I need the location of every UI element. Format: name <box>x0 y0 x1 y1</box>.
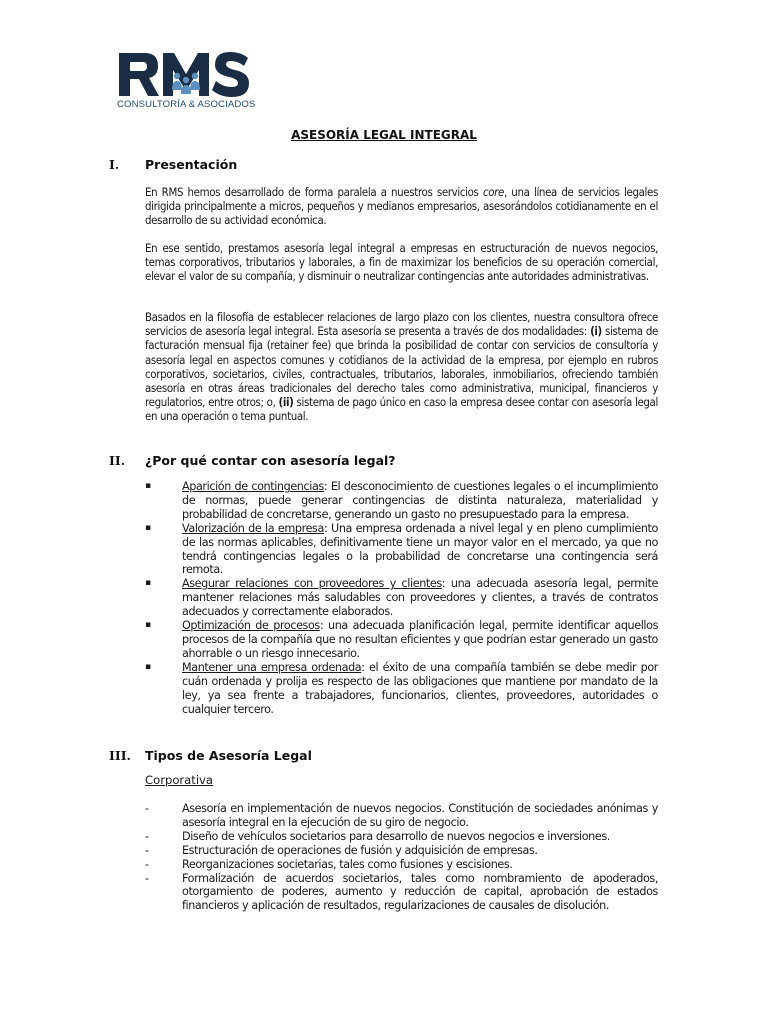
rms-logo-mark <box>117 50 252 100</box>
list-item-lead: Mantener una empresa ordenada <box>182 660 362 674</box>
dash-icon: - <box>145 843 149 857</box>
list-item-lead: Asegurar relaciones con proveedores y clientes <box>182 577 442 591</box>
text-run-bold: (ii) <box>278 395 294 410</box>
bullet-square-icon: ▪ <box>145 661 151 672</box>
text-run-bold: (i) <box>590 324 602 339</box>
section-title: Tipos de Asesoría Legal <box>145 748 312 763</box>
paragraph-intro <box>145 185 658 228</box>
benefits-list <box>145 480 658 716</box>
list-item <box>145 619 658 661</box>
list-item <box>145 858 658 872</box>
list-item-text: : el éxito de una compañía también se debe medir por cuán ordenada y prolija es respecto de las obligaciones que mantiene por mandato de la ley, ya sea frente a trabajadores, funcionarios, clientes, proveedores, autoridades o cualquier tercero. <box>182 660 658 716</box>
bullet-square-icon: ▪ <box>145 620 151 631</box>
text-run: sistema de facturación mensual fija (retainer fee) que brinda la posibilidad de contar con servicios de consultoría y asesoría legal en aspectos comunes y cotidianos de la actividad de la empresa, por ejemplo en rubros corporativos, societarios, civiles, contractuales, tributarios, laborales, inmobiliarios, ofreciendo también asesoría en otras áreas tradicionales del derecho tales como administrativa, municipal, financieros y regulatorios, entre otros; o, <box>145 324 658 410</box>
text-run: Basados en la filosofía de establecer relaciones de largo plazo con los clientes, nuestra consultora ofrece servicios de asesoría legal integral. Esta asesoría se presenta a través de dos modalidades: <box>145 310 658 339</box>
list-item <box>145 830 658 844</box>
paragraph-services: En ese sentido, prestamos asesoría legal integral a empresas en estructuración de nuevos negocios, temas corporativos, tributarios y laborales, a fin de maximizar los beneficios de su operación comercial, elevar el valor de su compañía, y disminuir o neutralizar contingencias ante autoridades administrativas. <box>145 241 658 284</box>
bullet-square-icon: ▪ <box>145 578 151 589</box>
section-title: ¿Por qué contar con asesoría legal? <box>145 453 396 468</box>
list-item-text: Formalización de acuerdos societarios, tales como nombramiento de apoderados, otorgamiento de poderes, aumento y reducción de capital, aprobación de estados financieros y aplicación de resultados, regularizaciones de causales de disolución. <box>182 871 658 913</box>
corporate-services-list <box>145 802 658 913</box>
list-item-text: : Una empresa ordenada a nivel legal y en pleno cumplimiento de las normas aplicables, definitivamente tiene un mayor valor en el mercado, ya que no tendrá contingencias legales o la probabilidad de concretarse una contingencia será remota. <box>182 521 658 577</box>
list-item-lead: Optimización de procesos <box>182 619 320 633</box>
list-item-text: Estructuración de operaciones de fusión y adquisición de empresas. <box>182 843 538 857</box>
dash-icon: - <box>145 829 149 843</box>
list-item <box>145 480 658 522</box>
list-item <box>145 802 658 830</box>
text-run: sistema de pago único en caso la empresa desee contar con asesoría legal en una operación o tema puntual. <box>145 395 658 424</box>
list-item-text: Diseño de vehículos societarios para desarrollo de nuevos negocios e inversiones. <box>182 829 610 843</box>
list-item-lead: Aparición de contingencias <box>182 480 324 493</box>
bullet-square-icon: ▪ <box>145 522 151 533</box>
section-title: Presentación <box>145 157 238 172</box>
text-run-italic: core <box>482 185 504 199</box>
section-number: II. <box>109 453 126 468</box>
list-item-lead: Valorización de la empresa <box>182 521 324 535</box>
subheading-corporativa: Corporativa <box>145 773 214 787</box>
dash-icon: - <box>145 857 149 871</box>
list-item-text: Asesoría en implementación de nuevos negocios. Constitución de sociedades anónimas y asesoría integral en la ejecución de su giro de negocio. <box>182 802 658 829</box>
company-logo <box>117 50 256 114</box>
section-number: III. <box>109 748 131 763</box>
list-item <box>145 872 658 914</box>
list-item <box>145 844 658 858</box>
list-item-text: Reorganizaciones societarias, tales como fusiones y escisiones. <box>182 857 513 871</box>
dash-icon: - <box>145 802 149 815</box>
section-number: I. <box>109 157 120 172</box>
text-run: En RMS hemos desarrollado de forma paralela a nuestros servicios <box>145 185 483 199</box>
list-item <box>145 577 658 619</box>
document-title: ASESORÍA LEGAL INTEGRAL <box>291 128 477 142</box>
logo-subtitle: CONSULTORÍA & ASOCIADOS <box>117 99 256 110</box>
list-item <box>145 661 658 717</box>
list-item-text: : El desconocimiento de cuestiones legales o el incumplimiento de normas, puede generar contingencias de distinta naturaleza, materialidad y probabilidad de concretarse, generando un gasto no presupuestado para la empresa. <box>182 480 658 521</box>
list-item-text: : una adecuada asesoría legal, permite mantener relaciones más saludables con proveedores y clientes, a través de contratos adecuados y correctamente elaborados. <box>182 577 658 619</box>
dash-icon: - <box>145 871 149 885</box>
text-run: , una línea de servicios legales dirigida principalmente a micros, pequeños y medianos empresarios, asesorándolos cotidianamente en el desarrollo de su actividad económica. <box>145 185 658 228</box>
bullet-square-icon: ▪ <box>145 481 151 491</box>
list-item <box>145 522 658 578</box>
list-item-text: : una adecuada planificación legal, permite identificar aquellos procesos de la compañía que no resultan eficientes y que podrían estar generado un gasto ahorrable o un riesgo innecesario. <box>182 619 658 660</box>
paragraph-modalities <box>145 310 658 424</box>
